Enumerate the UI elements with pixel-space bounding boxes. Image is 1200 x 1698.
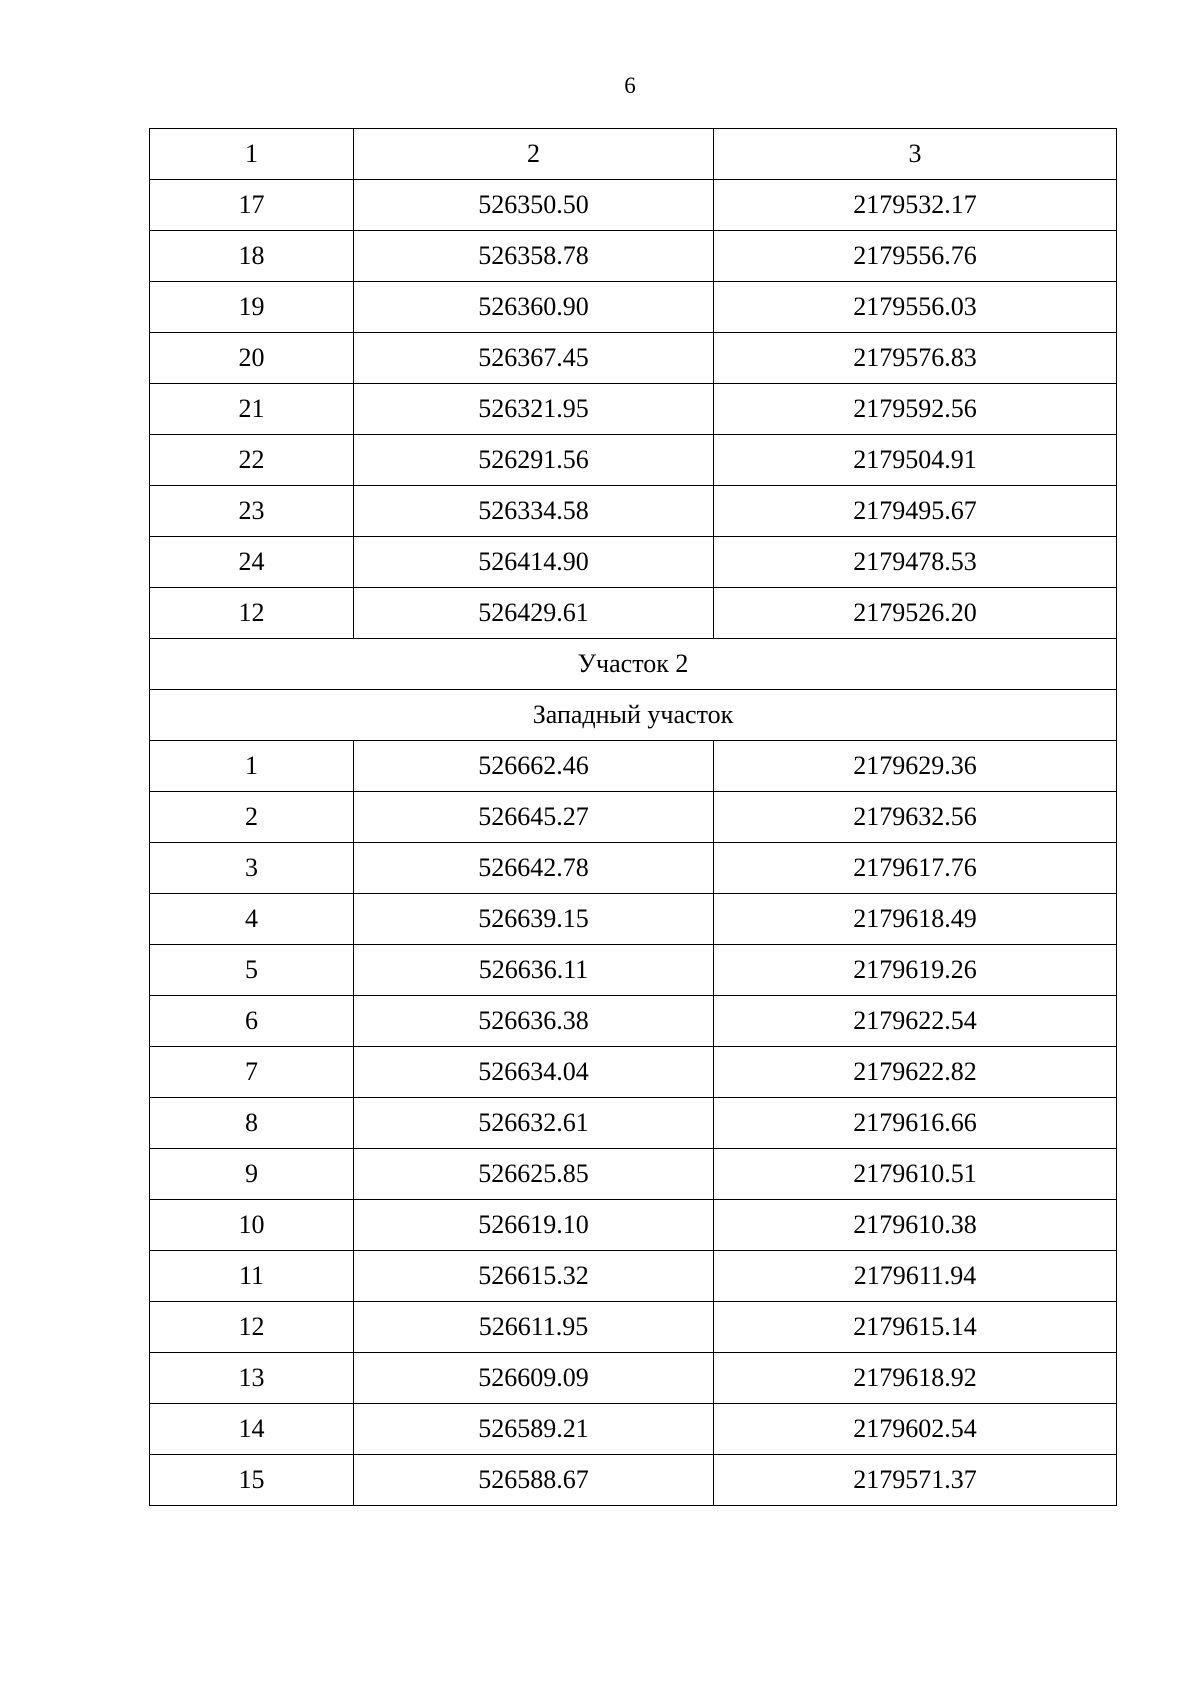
x-coordinate-cell: 526611.95 xyxy=(354,1302,714,1353)
table-row xyxy=(150,435,1117,486)
x-coordinate-cell: 526321.95 xyxy=(354,384,714,435)
y-coordinate-cell: 2179532.17 xyxy=(714,180,1117,231)
point-number-cell: 1 xyxy=(150,741,354,792)
point-number-cell: 23 xyxy=(150,486,354,537)
table-row xyxy=(150,1302,1117,1353)
x-coordinate-cell: 526414.90 xyxy=(354,537,714,588)
x-coordinate-cell: 526639.15 xyxy=(354,894,714,945)
y-coordinate-cell: 2179526.20 xyxy=(714,588,1117,639)
table-row xyxy=(150,282,1117,333)
y-coordinate-cell: 2179592.56 xyxy=(714,384,1117,435)
point-number-cell: 7 xyxy=(150,1047,354,1098)
x-coordinate-cell: 526367.45 xyxy=(354,333,714,384)
table-row xyxy=(150,1455,1117,1506)
point-number-cell: 10 xyxy=(150,1200,354,1251)
y-coordinate-cell: 2179629.36 xyxy=(714,741,1117,792)
table-row xyxy=(150,486,1117,537)
x-coordinate-cell: 526609.09 xyxy=(354,1353,714,1404)
point-number-cell: 12 xyxy=(150,1302,354,1353)
x-coordinate-cell: 526358.78 xyxy=(354,231,714,282)
x-coordinate-cell: 526615.32 xyxy=(354,1251,714,1302)
y-coordinate-cell: 2179495.67 xyxy=(714,486,1117,537)
x-coordinate-cell: 526636.11 xyxy=(354,945,714,996)
point-number-cell: 2 xyxy=(150,792,354,843)
y-coordinate-cell: 2179616.66 xyxy=(714,1098,1117,1149)
x-coordinate-cell: 526625.85 xyxy=(354,1149,714,1200)
page-number: 6 xyxy=(624,73,636,98)
table-row xyxy=(150,741,1117,792)
y-coordinate-cell: 2179618.49 xyxy=(714,894,1117,945)
y-coordinate-cell: 2179617.76 xyxy=(714,843,1117,894)
table-row xyxy=(150,894,1117,945)
y-coordinate-cell: 2179610.51 xyxy=(714,1149,1117,1200)
header-cell-x: 2 xyxy=(354,129,714,180)
x-coordinate-cell: 526636.38 xyxy=(354,996,714,1047)
coordinates-table xyxy=(149,128,1117,1506)
y-coordinate-cell: 2179618.92 xyxy=(714,1353,1117,1404)
header-cell-point: 1 xyxy=(150,129,354,180)
table-row xyxy=(150,180,1117,231)
point-number-cell: 13 xyxy=(150,1353,354,1404)
y-coordinate-cell: 2179619.26 xyxy=(714,945,1117,996)
table-row xyxy=(150,792,1117,843)
point-number-cell: 24 xyxy=(150,537,354,588)
x-coordinate-cell: 526619.10 xyxy=(354,1200,714,1251)
y-coordinate-cell: 2179576.83 xyxy=(714,333,1117,384)
header-cell-y: 3 xyxy=(714,129,1117,180)
x-coordinate-cell: 526588.67 xyxy=(354,1455,714,1506)
x-coordinate-cell: 526334.58 xyxy=(354,486,714,537)
section-title-row xyxy=(150,639,1117,690)
x-coordinate-cell: 526291.56 xyxy=(354,435,714,486)
x-coordinate-cell: 526642.78 xyxy=(354,843,714,894)
section-subtitle-row xyxy=(150,690,1117,741)
table-row xyxy=(150,1149,1117,1200)
x-coordinate-cell: 526645.27 xyxy=(354,792,714,843)
section-title: Участок 2 xyxy=(150,639,1117,690)
point-number-cell: 18 xyxy=(150,231,354,282)
y-coordinate-cell: 2179632.56 xyxy=(714,792,1117,843)
point-number-cell: 5 xyxy=(150,945,354,996)
coordinates-table-body xyxy=(150,129,1117,1506)
point-number-cell: 19 xyxy=(150,282,354,333)
y-coordinate-cell: 2179571.37 xyxy=(714,1455,1117,1506)
y-coordinate-cell: 2179622.54 xyxy=(714,996,1117,1047)
y-coordinate-cell: 2179622.82 xyxy=(714,1047,1117,1098)
point-number-cell: 9 xyxy=(150,1149,354,1200)
x-coordinate-cell: 526632.61 xyxy=(354,1098,714,1149)
x-coordinate-cell: 526429.61 xyxy=(354,588,714,639)
table-row xyxy=(150,537,1117,588)
point-number-cell: 4 xyxy=(150,894,354,945)
x-coordinate-cell: 526589.21 xyxy=(354,1404,714,1455)
table-row xyxy=(150,1404,1117,1455)
y-coordinate-cell: 2179556.03 xyxy=(714,282,1117,333)
table-row xyxy=(150,231,1117,282)
point-number-cell: 6 xyxy=(150,996,354,1047)
x-coordinate-cell: 526360.90 xyxy=(354,282,714,333)
table-row xyxy=(150,1047,1117,1098)
x-coordinate-cell: 526662.46 xyxy=(354,741,714,792)
table-row xyxy=(150,588,1117,639)
table-row xyxy=(150,843,1117,894)
point-number-cell: 11 xyxy=(150,1251,354,1302)
point-number-cell: 17 xyxy=(150,180,354,231)
table-row xyxy=(150,996,1117,1047)
y-coordinate-cell: 2179615.14 xyxy=(714,1302,1117,1353)
point-number-cell: 20 xyxy=(150,333,354,384)
y-coordinate-cell: 2179556.76 xyxy=(714,231,1117,282)
table-row xyxy=(150,1200,1117,1251)
point-number-cell: 12 xyxy=(150,588,354,639)
table-header-row xyxy=(150,129,1117,180)
table-row xyxy=(150,945,1117,996)
y-coordinate-cell: 2179504.91 xyxy=(714,435,1117,486)
point-number-cell: 14 xyxy=(150,1404,354,1455)
point-number-cell: 21 xyxy=(150,384,354,435)
table-row xyxy=(150,1098,1117,1149)
y-coordinate-cell: 2179478.53 xyxy=(714,537,1117,588)
table-row xyxy=(150,384,1117,435)
table-row xyxy=(150,1353,1117,1404)
section-subtitle: Западный участок xyxy=(150,690,1117,741)
x-coordinate-cell: 526350.50 xyxy=(354,180,714,231)
table-row xyxy=(150,333,1117,384)
y-coordinate-cell: 2179602.54 xyxy=(714,1404,1117,1455)
point-number-cell: 8 xyxy=(150,1098,354,1149)
point-number-cell: 15 xyxy=(150,1455,354,1506)
x-coordinate-cell: 526634.04 xyxy=(354,1047,714,1098)
point-number-cell: 3 xyxy=(150,843,354,894)
y-coordinate-cell: 2179610.38 xyxy=(714,1200,1117,1251)
table-row xyxy=(150,1251,1117,1302)
y-coordinate-cell: 2179611.94 xyxy=(714,1251,1117,1302)
point-number-cell: 22 xyxy=(150,435,354,486)
